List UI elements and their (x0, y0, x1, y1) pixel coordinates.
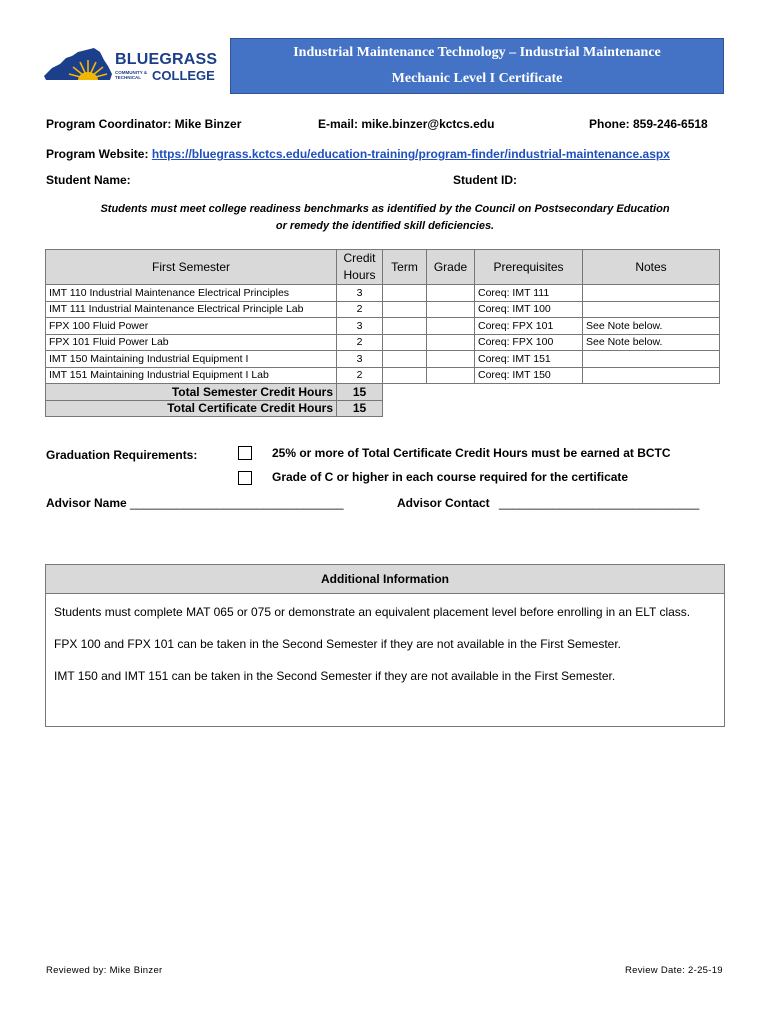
kentucky-sun-icon (42, 46, 114, 84)
course-term[interactable] (383, 334, 427, 351)
total-semester-row (46, 384, 720, 401)
table-row (46, 318, 720, 335)
total-semester-label: Total Semester Credit Hours (46, 384, 337, 401)
table-row (46, 301, 720, 318)
course-term[interactable] (383, 351, 427, 368)
header-notes: Notes (583, 250, 720, 285)
graduation-label: Graduation Requirements: (46, 448, 198, 462)
total-certificate-label: Total Certificate Credit Hours (46, 400, 337, 417)
course-grade[interactable] (427, 367, 475, 384)
course-name: FPX 100 Fluid Power (46, 318, 337, 335)
course-prereq: Coreq: IMT 100 (475, 301, 583, 318)
header-grade: Grade (427, 250, 475, 285)
course-prereq: Coreq: IMT 150 (475, 367, 583, 384)
header-hours: Hours (343, 268, 376, 282)
course-notes: See Note below. (583, 318, 720, 335)
header-term: Term (383, 250, 427, 285)
course-name: FPX 101 Fluid Power Lab (46, 334, 337, 351)
course-grade[interactable] (427, 301, 475, 318)
table-row (46, 285, 720, 302)
benchmark-note (46, 201, 724, 235)
table-row (46, 367, 720, 384)
course-table (45, 249, 720, 417)
course-term[interactable] (383, 301, 427, 318)
table-row (46, 351, 720, 368)
additional-info-heading: Additional Information (46, 565, 724, 594)
advisor-name-field[interactable]: ________________________________ (130, 496, 344, 510)
course-term[interactable] (383, 367, 427, 384)
additional-note-3: IMT 150 and IMT 151 can be taken in the Second Semester if they are not available in the First Semester. (54, 669, 616, 683)
logo-subtext: COMMUNITY & TECHNICAL (115, 70, 148, 80)
reviewed-by: Reviewed by: Mike Binzer (46, 965, 163, 976)
advisor-contact-field[interactable]: ______________________________ (499, 496, 700, 510)
course-term[interactable] (383, 285, 427, 302)
course-notes: See Note below. (583, 334, 720, 351)
course-credits: 2 (337, 367, 383, 384)
table-row (46, 334, 720, 351)
course-notes (583, 285, 720, 302)
college-logo (42, 44, 217, 86)
logo-wordmark: BLUEGRASS (115, 51, 218, 68)
course-credits: 3 (337, 285, 383, 302)
course-grade[interactable] (427, 318, 475, 335)
student-name-label: Student Name: (46, 173, 131, 187)
requirement-2-text: Grade of C or higher in each course required for the certificate (272, 470, 629, 484)
website-link[interactable]: https://bluegrass.kctcs.edu/education-training/program-finder/industrial-maintenance.aspx (151, 147, 670, 161)
total-certificate-row (46, 400, 720, 417)
requirement-1-checkbox[interactable] (238, 446, 252, 460)
additional-info-body (46, 594, 724, 685)
course-name: IMT 150 Maintaining Industrial Equipment I (46, 351, 337, 368)
title-line-1: Industrial Maintenance Technology – Industrial Maintenance (293, 45, 661, 60)
header-credit: Credit (343, 251, 376, 265)
advisor-name-label: Advisor Name (46, 496, 127, 510)
requirement-2-checkbox[interactable] (238, 471, 252, 485)
course-credits: 3 (337, 318, 383, 335)
benchmark-line-1: Students must meet college readiness benchmarks as identified by the Council on Postsecondary Education (100, 203, 670, 215)
advisor-contact (397, 496, 699, 510)
requirement-1-text: 25% or more of Total Certificate Credit Hours must be earned at BCTC (272, 446, 671, 460)
course-name: IMT 110 Industrial Maintenance Electrical Principles (46, 285, 337, 302)
phone: Phone: 859-246-6518 (589, 117, 708, 131)
additional-note-2: FPX 100 and FPX 101 can be taken in the Second Semester if they are not available in the First Semester. (54, 637, 621, 651)
course-name: IMT 151 Maintaining Industrial Equipment I Lab (46, 367, 337, 384)
page-title (230, 38, 724, 94)
additional-note-1: Students must complete MAT 065 or 075 or demonstrate an equivalent placement level before enrolling in an ELT class. (54, 605, 691, 619)
additional-info-box (45, 564, 725, 727)
blank-cell (383, 384, 720, 401)
course-prereq: Coreq: FPX 101 (475, 318, 583, 335)
course-grade[interactable] (427, 285, 475, 302)
course-term[interactable] (383, 318, 427, 335)
table-header-row (46, 250, 720, 285)
course-notes (583, 367, 720, 384)
course-prereq: Coreq: FPX 100 (475, 334, 583, 351)
website-label: Program Website: (46, 147, 149, 161)
course-name: IMT 111 Industrial Maintenance Electrical Principle Lab (46, 301, 337, 318)
program-website (46, 147, 670, 161)
logo-college: COLLEGE (152, 68, 215, 83)
blank-cell (383, 400, 720, 417)
total-semester-value: 15 (337, 384, 383, 401)
advisor-name (46, 496, 344, 510)
benchmark-line-2: or remedy the identified skill deficiencies. (275, 220, 495, 232)
student-id-label: Student ID: (453, 173, 517, 187)
title-line-2: Mechanic Level I Certificate (391, 71, 563, 86)
advisor-contact-label: Advisor Contact (397, 496, 490, 510)
email: E-mail: mike.binzer@kctcs.edu (318, 117, 495, 131)
header-credit-hours (337, 250, 383, 285)
total-certificate-value: 15 (337, 400, 383, 417)
course-credits: 2 (337, 334, 383, 351)
course-credits: 3 (337, 351, 383, 368)
course-grade[interactable] (427, 334, 475, 351)
course-prereq: Coreq: IMT 111 (475, 285, 583, 302)
header-first-semester: First Semester (46, 250, 337, 285)
course-notes (583, 301, 720, 318)
course-grade[interactable] (427, 351, 475, 368)
coordinator: Program Coordinator: Mike Binzer (46, 117, 242, 131)
header-prerequisites: Prerequisites (475, 250, 583, 285)
course-credits: 2 (337, 301, 383, 318)
course-notes (583, 351, 720, 368)
review-date: Review Date: 2-25-19 (625, 965, 723, 976)
course-prereq: Coreq: IMT 151 (475, 351, 583, 368)
